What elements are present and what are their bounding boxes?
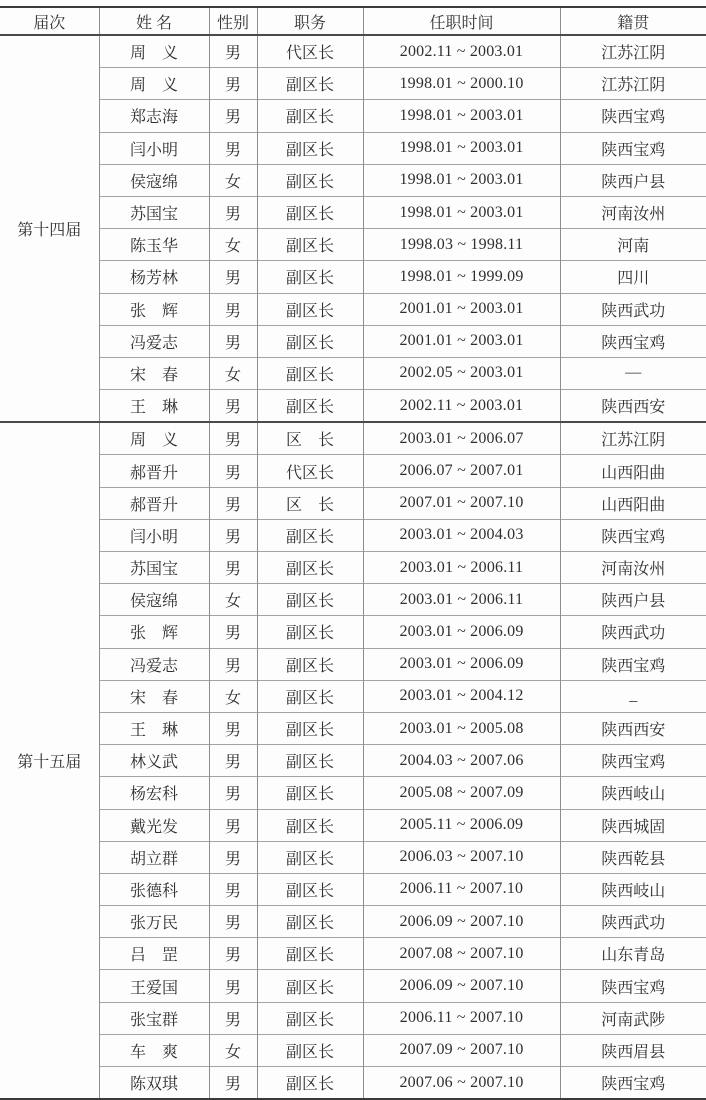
cell-origin: 山西阳曲 [560,455,706,487]
cell-name: 吕 罡 [99,938,209,970]
cell-origin: _ [560,680,706,712]
table-header [0,7,706,35]
cell-tenure: 2003.01 ~ 2004.03 [363,519,560,551]
table-row [0,132,706,164]
cell-position: 副区长 [257,809,363,841]
cell-name: 郝晋升 [99,455,209,487]
cell-position: 副区长 [257,1034,363,1066]
cell-gender: 男 [209,293,257,325]
cell-gender: 男 [209,422,257,455]
cell-gender: 男 [209,616,257,648]
cell-name: 杨宏科 [99,777,209,809]
table-row [0,712,706,744]
table-row [0,164,706,196]
cell-position: 副区长 [257,293,363,325]
cell-position: 副区长 [257,584,363,616]
cell-name: 林义武 [99,745,209,777]
cell-gender: 女 [209,1034,257,1066]
cell-gender: 男 [209,325,257,357]
cell-name: 冯爱志 [99,325,209,357]
cell-tenure: 1998.01 ~ 2003.01 [363,196,560,228]
cell-origin: 江苏江阴 [560,68,706,100]
cell-tenure: 2001.01 ~ 2003.01 [363,325,560,357]
cell-position: 副区长 [257,616,363,648]
cell-name: 张宝群 [99,1002,209,1034]
cell-gender: 女 [209,357,257,389]
table-row [0,648,706,680]
cell-position: 区 长 [257,422,363,455]
cell-position: 代区长 [257,455,363,487]
cell-origin: 陕西宝鸡 [560,132,706,164]
cell-position: 副区长 [257,390,363,423]
table-row [0,1002,706,1034]
cell-name: 周 义 [99,422,209,455]
cell-gender: 女 [209,584,257,616]
cell-tenure: 2003.01 ~ 2006.09 [363,648,560,680]
cell-position: 副区长 [257,132,363,164]
cell-tenure: 2003.01 ~ 2006.11 [363,552,560,584]
cell-tenure: 2003.01 ~ 2006.09 [363,616,560,648]
cell-tenure: 1998.01 ~ 2003.01 [363,100,560,132]
cell-position: 副区长 [257,1002,363,1034]
cell-gender: 男 [209,552,257,584]
cell-tenure: 2005.08 ~ 2007.09 [363,777,560,809]
cell-gender: 男 [209,873,257,905]
cell-name: 陈玉华 [99,229,209,261]
cell-tenure: 2007.09 ~ 2007.10 [363,1034,560,1066]
table-row [0,1034,706,1066]
cell-origin: 江苏江阴 [601,45,666,63]
cell-position: 代区长 [257,35,363,68]
table-row [0,841,706,873]
cell-tenure: 2001.01 ~ 2003.01 [363,293,560,325]
cell-name: 胡立群 [99,841,209,873]
cell-tenure: 2002.05 ~ 2003.01 [363,357,560,389]
table-row [0,196,706,228]
cell-term: 第十四届 [0,35,99,422]
table-row [0,970,706,1002]
header-origin: 籍贯 [560,7,706,35]
cell-gender: 男 [209,487,257,519]
cell-origin: 河南 [560,229,706,261]
table-row [0,293,706,325]
cell-position: 副区长 [257,745,363,777]
cell-name: 张德科 [99,873,209,905]
cell-tenure: 2006.09 ~ 2007.10 [363,970,560,1002]
cell-gender: 男 [209,809,257,841]
cell-gender: 女 [209,164,257,196]
cell-gender: 男 [209,841,257,873]
cell-position: 副区长 [257,712,363,744]
cell-name: 杨芳林 [99,261,209,293]
cell-name: 王 琳 [99,712,209,744]
cell-tenure: 1998.01 ~ 2000.10 [363,68,560,100]
cell-origin: 陕西宝鸡 [560,1067,706,1100]
cell-tenure: 1998.03 ~ 1998.11 [363,229,560,261]
cell-origin: 陕西武功 [560,293,706,325]
cell-origin: 陕西宝鸡 [560,325,706,357]
header-position: 职务 [257,7,363,35]
cell-position: 副区长 [257,325,363,357]
cell-gender: 男 [209,35,257,68]
cell-name: 侯寇绵 [99,584,209,616]
cell-tenure: 2006.03 ~ 2007.10 [363,841,560,873]
cell-origin: 陕西岐山 [560,777,706,809]
page [0,6,706,1094]
header-gender: 性别 [209,7,257,35]
header-tenure: 任职时间 [363,7,560,35]
table-row [0,938,706,970]
cell-tenure: 2002.11 ~ 2003.01 [363,35,560,68]
table-row [0,35,706,68]
cell-gender: 男 [209,390,257,423]
cell-tenure: 1998.01 ~ 1999.09 [363,261,560,293]
table-row [0,100,706,132]
cell-gender: 男 [209,777,257,809]
cell-gender: 男 [209,906,257,938]
table-row [0,584,706,616]
cell-gender: 男 [209,196,257,228]
table-row [0,390,706,423]
cell-position: 副区长 [257,970,363,1002]
cell-origin: 陕西岐山 [560,873,706,905]
cell-gender: 男 [209,745,257,777]
cell-tenure: 2003.01 ~ 2006.11 [363,584,560,616]
cell-name: 宋 春 [99,680,209,712]
header-name: 姓 名 [99,7,209,35]
cell-origin: 河南汝州 [560,552,706,584]
cell-gender: 男 [209,68,257,100]
table-row [0,519,706,551]
cell-tenure: 2007.08 ~ 2007.10 [363,938,560,970]
cell-origin: 山东青岛 [560,938,706,970]
cell-gender: 男 [209,132,257,164]
cell-position: 副区长 [257,357,363,389]
cell-position: 副区长 [257,519,363,551]
header-term: 届次 [0,7,99,35]
cell-gender: 女 [209,680,257,712]
table-row [0,68,706,100]
cell-name: 侯寇绵 [99,164,209,196]
cell-name: 张万民 [99,906,209,938]
table-row [0,873,706,905]
cell-origin: 陕西乾县 [560,841,706,873]
cell-name: 周 义 [99,35,209,68]
cell-position: 区 长 [257,487,363,519]
cell-tenure: 2006.11 ~ 2007.10 [363,873,560,905]
cell-name: 闫小明 [99,519,209,551]
cell-origin: 陕西户县 [560,584,706,616]
cell-tenure: 1998.01 ~ 2003.01 [363,132,560,164]
cell-origin: 陕西城固 [560,809,706,841]
cell-name: 郝晋升 [99,487,209,519]
cell-origin: 陕西宝鸡 [560,970,706,1002]
cell-tenure: 2002.11 ~ 2003.01 [363,390,560,423]
table-row [0,745,706,777]
cell-tenure: 2007.01 ~ 2007.10 [363,487,560,519]
cell-origin: 河南汝州 [560,196,706,228]
cell-origin: 陕西武功 [560,906,706,938]
cell-gender: 男 [209,261,257,293]
cell-origin: — [560,357,706,389]
cell-position: 副区长 [257,841,363,873]
header-row [0,7,706,35]
cell-origin: 陕西宝鸡 [560,519,706,551]
table-row [0,325,706,357]
cell-name: 张 辉 [99,293,209,325]
table-row [0,455,706,487]
cell-origin: 陕西宝鸡 [560,745,706,777]
table-row [0,552,706,584]
cell-tenure: 1998.01 ~ 2003.01 [363,164,560,196]
cell-name: 陈双琪 [99,1067,209,1100]
cell-position: 副区长 [257,648,363,680]
cell-gender: 男 [209,100,257,132]
cell-position: 副区长 [257,261,363,293]
cell-gender: 男 [209,938,257,970]
cell-name: 车 爽 [99,1034,209,1066]
cell-gender: 男 [209,1002,257,1034]
table-row [0,777,706,809]
cell-gender: 男 [209,519,257,551]
cell-origin: 山西阳曲 [560,487,706,519]
table-row [0,1067,706,1100]
cell-origin: 河南武陟 [560,1002,706,1034]
cell-name: 张 辉 [99,616,209,648]
cell-position: 副区长 [257,680,363,712]
cell-origin: 陕西宝鸡 [560,100,706,132]
cell-name: 王爱国 [99,970,209,1002]
cell-tenure: 2005.11 ~ 2006.09 [363,809,560,841]
cell-name: 宋 春 [99,357,209,389]
cell-position: 副区长 [257,873,363,905]
cell-gender: 男 [209,1067,257,1100]
cell-gender: 男 [209,648,257,680]
table-row [0,357,706,389]
cell-origin: 四川 [560,261,706,293]
cell-origin: 江苏江阴 [560,422,706,455]
table-row [0,680,706,712]
cell-gender: 女 [209,229,257,261]
table-row [0,906,706,938]
cell-position: 副区长 [257,552,363,584]
cell-position: 副区长 [257,164,363,196]
cell-name: 苏国宝 [99,196,209,228]
cell-origin: 陕西宝鸡 [560,648,706,680]
cell-tenure: 2003.01 ~ 2005.08 [363,712,560,744]
table-row [0,422,706,455]
cell-gender: 男 [209,970,257,1002]
table-row [0,487,706,519]
cell-origin: 陕西武功 [560,616,706,648]
cell-name: 闫小明 [99,132,209,164]
table-row [0,229,706,261]
cell-position: 副区长 [257,777,363,809]
cell-name: 王 琳 [99,390,209,423]
cell-position: 副区长 [257,68,363,100]
cell-position: 副区长 [257,229,363,261]
officials-table [0,6,706,1100]
cell-origin: 陕西西安 [560,712,706,744]
cell-tenure: 2006.11 ~ 2007.10 [363,1002,560,1034]
cell-position: 副区长 [257,100,363,132]
cell-name: 戴光发 [99,809,209,841]
table-body [0,35,706,1099]
cell-term: 第十五届 [0,422,99,1099]
table-row [0,261,706,293]
cell-tenure: 2003.01 ~ 2006.07 [363,422,560,455]
cell-tenure: 2006.07 ~ 2007.01 [363,455,560,487]
cell-tenure: 2007.06 ~ 2007.10 [363,1067,560,1100]
cell-position: 副区长 [257,1067,363,1100]
cell-gender: 男 [209,455,257,487]
cell-origin: 陕西户县 [560,164,706,196]
cell-tenure: 2003.01 ~ 2004.12 [363,680,560,712]
table-row [0,616,706,648]
cell-origin: 陕西西安 [560,390,706,423]
cell-name: 郑志海 [99,100,209,132]
cell-tenure: 2004.03 ~ 2007.06 [363,745,560,777]
cell-position: 副区长 [257,906,363,938]
cell-position: 副区长 [257,196,363,228]
cell-name: 冯爱志 [99,648,209,680]
cell-name: 苏国宝 [99,552,209,584]
cell-tenure: 2006.09 ~ 2007.10 [363,906,560,938]
cell-position: 副区长 [257,938,363,970]
table-row [0,809,706,841]
cell-gender: 男 [209,712,257,744]
cell-name: 周 义 [99,68,209,100]
cell-origin: 陕西眉县 [560,1034,706,1066]
